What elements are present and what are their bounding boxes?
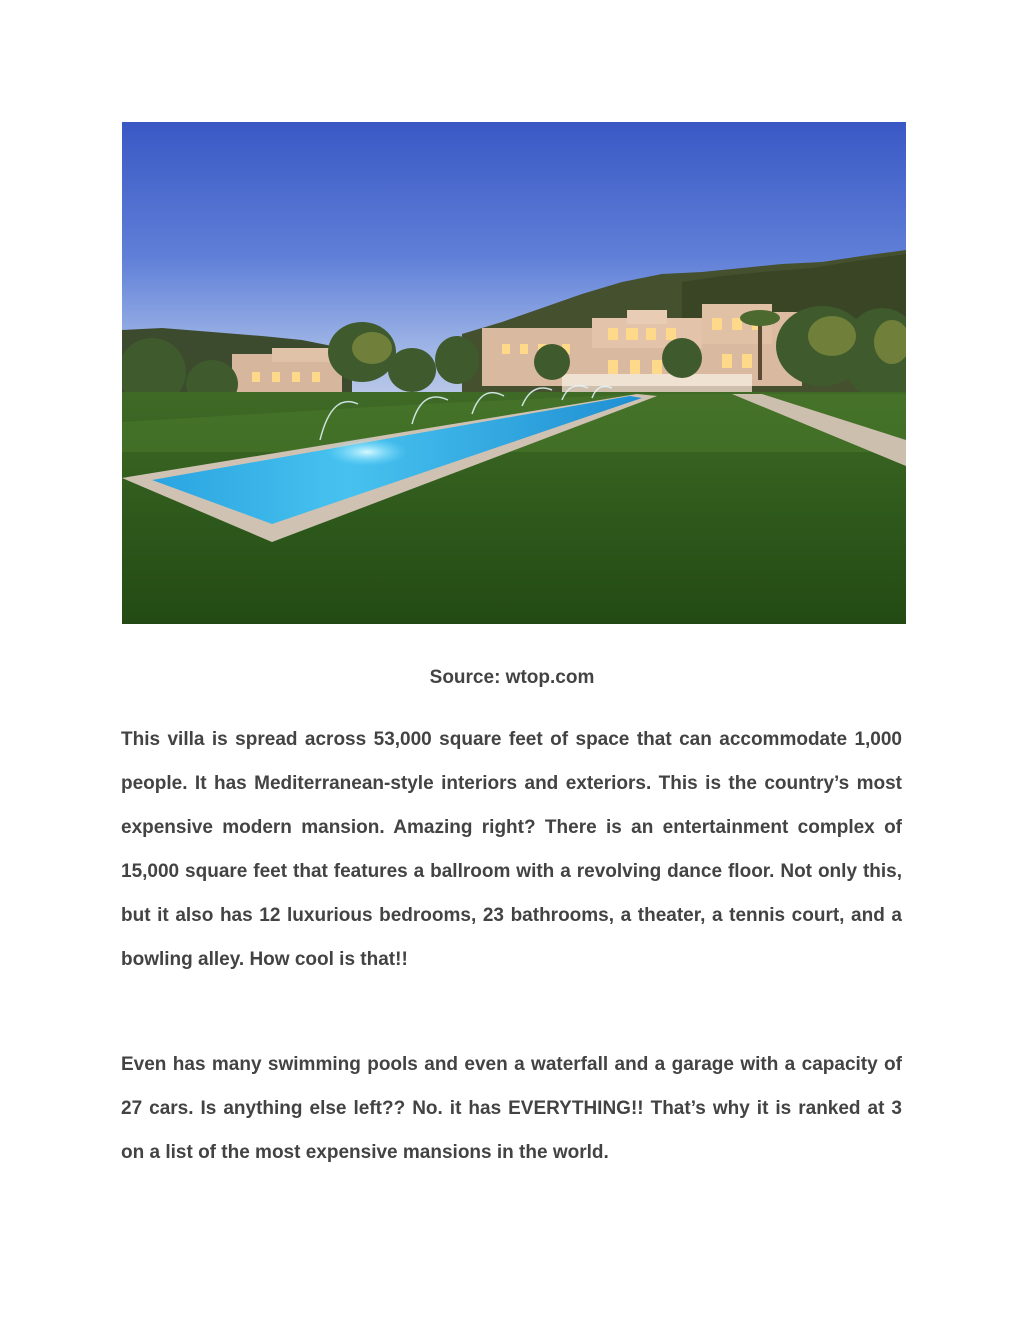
body-paragraph-2: Even has many swimming pools and even a waterfall and a garage with a capacity of 27 cars. Is anything else left?? No. it has EVERYTHING!! That’s why it is ranked at 3 on a list of the most expensive mansions in the world. [121, 1054, 902, 1163]
body-paragraph-1: This villa is spread across 53,000 square feet of space that can accommodate 1,000 people. It has Mediterranean-style interiors and exteriors. This is the country’s most expensive modern mansion. Amazing right? There is an entertainment complex of 15,000 square feet that features a ballroom with a revolving dance floor. Not only this, but it also has 12 luxurious bedrooms, 23 bathrooms, a theater, a tennis court, and a bowling alley. How cool is that!! [121, 729, 902, 970]
mansion-photo [122, 122, 906, 624]
image-caption: Source: wtop.com [429, 667, 595, 688]
